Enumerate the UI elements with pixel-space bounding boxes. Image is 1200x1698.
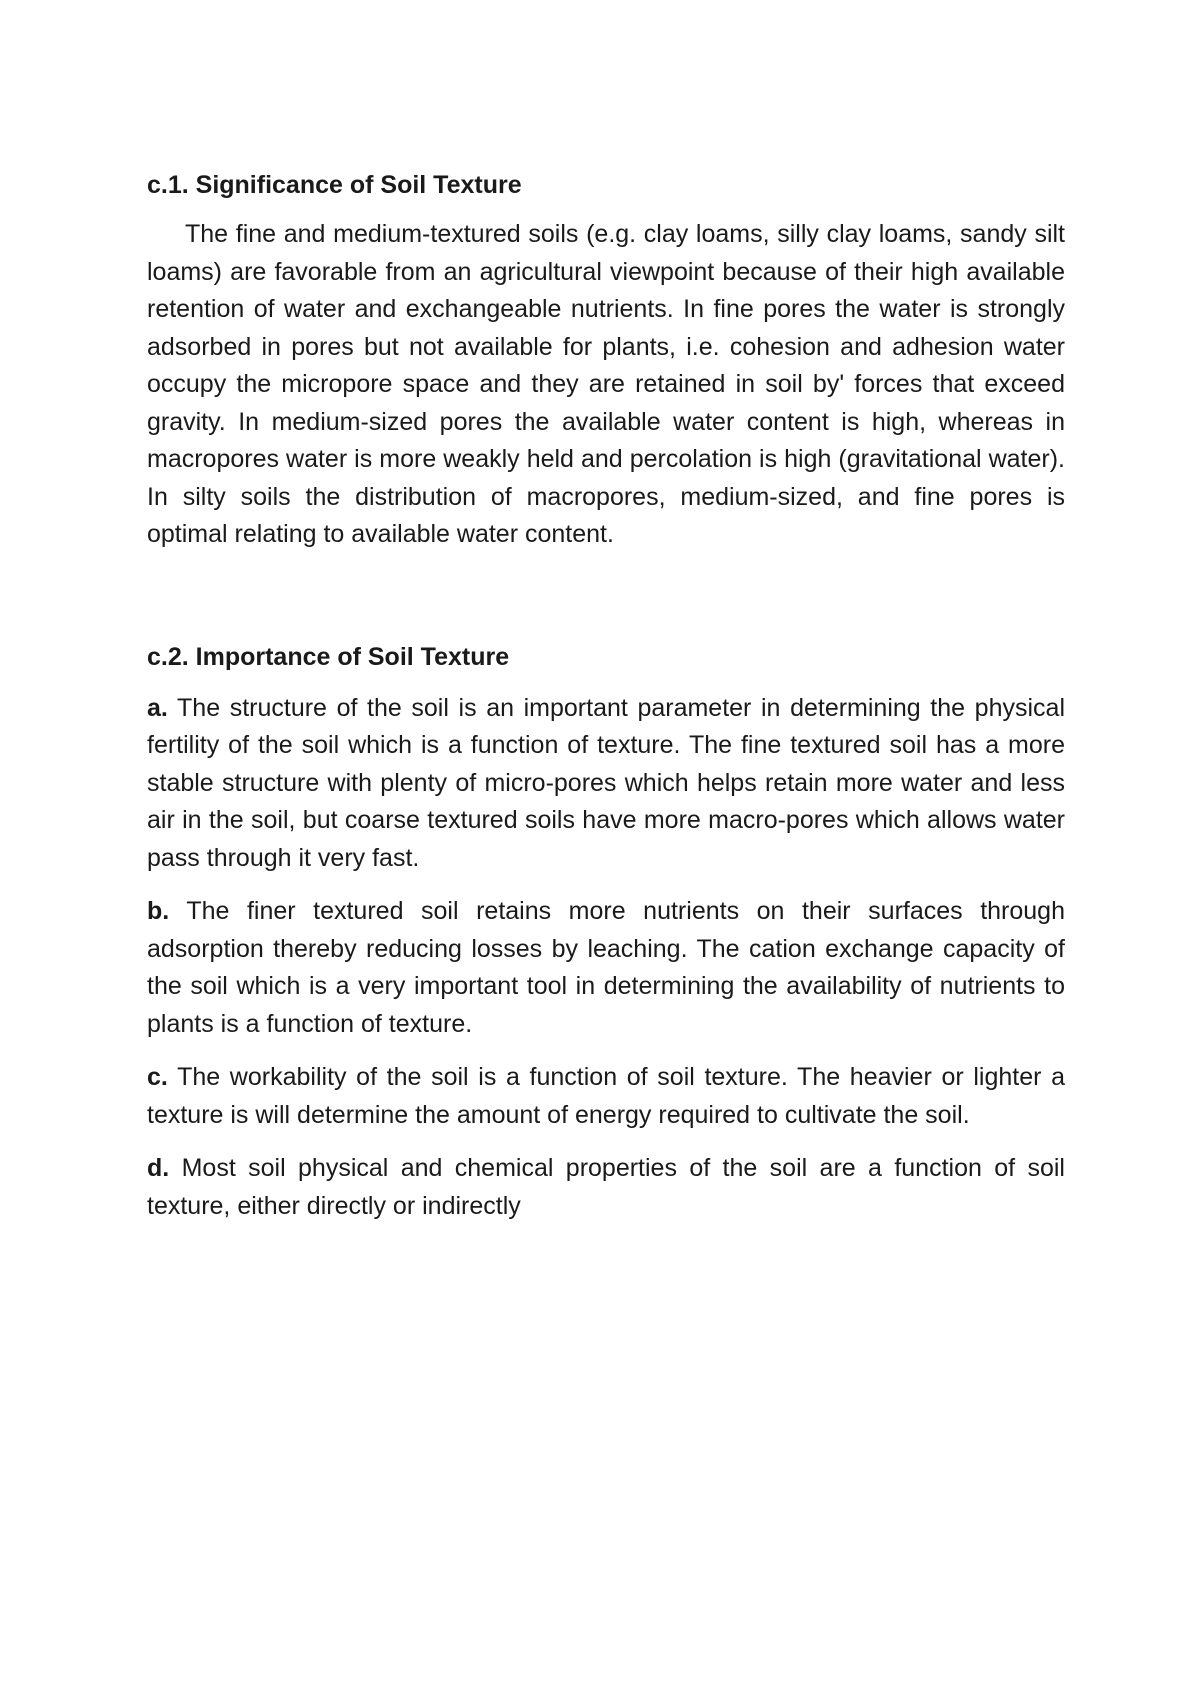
importance-item-a (147, 690, 1065, 878)
item-letter: d. (147, 1154, 170, 1182)
significance-paragraph: The fine and medium-textured soils (e.g. clay loams, silly clay loams, sandy silt loams) are favorable from an agricultural viewpoint because of their high available retention of water and exchangeable nutrients. In fine pores the water is strongly adsorbed in pores but not available for plants, i.e. cohesion and adhesion water occupy the micropore space and they are retained in soil by' forces that exceed gravity. In medium-sized pores the available water content is high, whereas in macropores water is more weakly held and percolation is high (gravitational water). In silty soils the distribution of macropores, medium-sized, and fine pores is optimal relating to available water content. (147, 220, 1065, 548)
item-text: The workability of the soil is a function of soil texture. The heavier or lighter a texture is will determine the amount of energy required to cultivate the soil. (147, 1063, 1065, 1129)
item-text: Most soil physical and chemical properties of the soil are a function of soil texture, either directly or indirectly (147, 1154, 1065, 1220)
item-text: The structure of the soil is an important parameter in determining the physical fertility of the soil which is a function of texture. The fine textured soil has a more stable structure with plenty of micro-pores which helps retain more water and less air in the soil, but coarse textured soils have more macro-pores which allows water pass through it very fast. (147, 693, 1065, 872)
importance-item-c (147, 1059, 1065, 1134)
importance-item-d (147, 1150, 1065, 1225)
section-heading-importance: c.2. Importance of Soil Texture (147, 642, 510, 671)
item-letter: c. (147, 1063, 168, 1091)
item-text: The finer textured soil retains more nutrients on their surfaces through adsorption thereby reducing losses by leaching. The cation exchange capacity of the soil which is a very important tool in determining the availability of nutrients to plants is a function of texture. (147, 897, 1065, 1038)
importance-item-b (147, 893, 1065, 1043)
item-letter: b. (147, 897, 170, 925)
document-page (147, 166, 1065, 1241)
section-heading-significance: c.1. Significance of Soil Texture (147, 171, 522, 199)
item-letter: a. (147, 693, 168, 722)
